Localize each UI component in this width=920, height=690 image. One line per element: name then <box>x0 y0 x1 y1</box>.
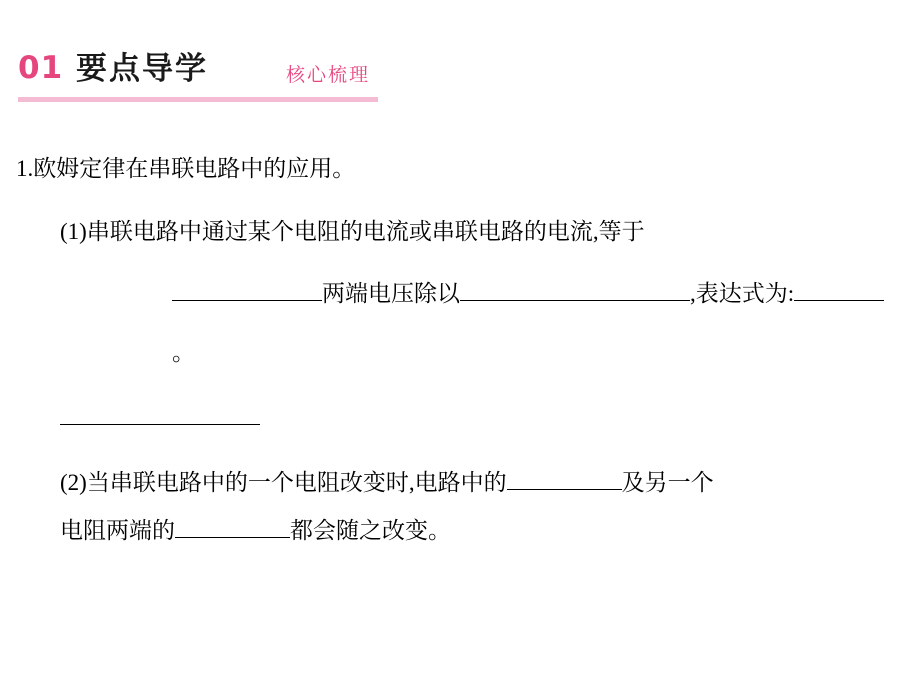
sub-question-1-text-a: 两端电压除以 <box>322 280 460 306</box>
sub-question-1-line-2 <box>60 275 906 312</box>
section-number: 01 <box>18 50 64 86</box>
section-subtitle: 核心梳理 <box>286 64 371 86</box>
answer-blank-5[interactable] <box>507 465 622 490</box>
body-content <box>16 150 906 549</box>
sub-question-2-text-d: 都会随之改变。 <box>290 517 451 543</box>
sub-question-2-text-c: 电阻两端的 <box>60 517 175 543</box>
sub-question-2-line-2 <box>60 512 906 549</box>
sub-question-1-line-3 <box>60 334 906 371</box>
question-1-label: 1.欧姆定律在串联电路中的应用。 <box>16 156 356 181</box>
header-underline-bar <box>18 97 378 102</box>
answer-blank-2[interactable] <box>460 275 690 300</box>
sub-question-2-line-1 <box>60 464 906 501</box>
answer-blank-6[interactable] <box>175 512 290 537</box>
section-header <box>18 42 378 104</box>
sub-question-2-text-a: (2)当串联电路中的一个电阻改变时,电路中的 <box>60 470 507 496</box>
answer-blank-3[interactable] <box>794 275 884 300</box>
section-title: 要点导学 <box>76 51 208 87</box>
sub-question-2-text-b: 及另一个 <box>621 470 714 496</box>
sub-question-1-text-b: ,表达式为: <box>690 280 795 306</box>
sub-question-1-period: 。 <box>172 339 195 365</box>
answer-blank-1[interactable] <box>172 275 322 300</box>
sub-question-1-line-4 <box>60 399 906 436</box>
sub-question-1-line-1: (1)串联电路中通过某个电阻的电流或串联电路的电流,等于 <box>60 219 645 245</box>
answer-blank-4[interactable] <box>60 400 260 425</box>
